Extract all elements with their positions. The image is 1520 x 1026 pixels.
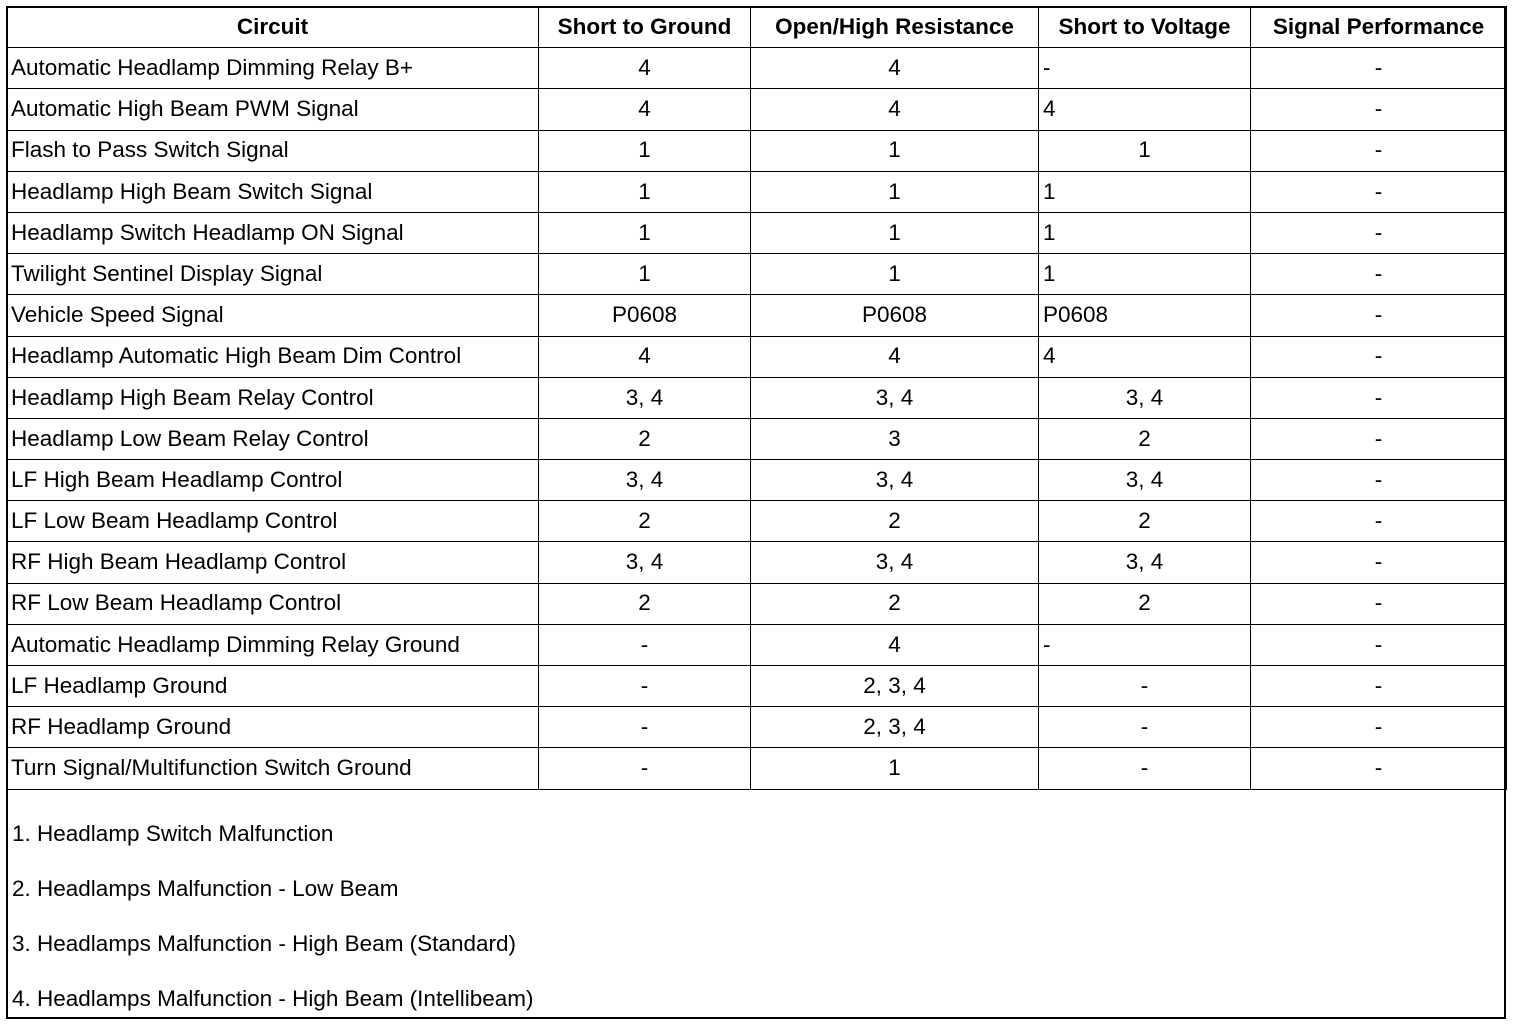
circuit-cell: Automatic Headlamp Dimming Relay B+ — [7, 48, 539, 89]
short-to-ground-cell: - — [539, 707, 751, 748]
short-to-voltage-cell: - — [1039, 624, 1251, 665]
open-high-resistance-cell: 3, 4 — [751, 377, 1039, 418]
footnote-2: 2. Headlamps Malfunction - Low Beam — [12, 876, 399, 901]
circuit-cell: LF Low Beam Headlamp Control — [7, 501, 539, 542]
short-to-ground-cell: 1 — [539, 212, 751, 253]
short-to-voltage-cell: 2 — [1039, 501, 1251, 542]
signal-performance-cell: - — [1251, 460, 1507, 501]
short-to-voltage-cell: 4 — [1039, 89, 1251, 130]
circuit-cell: Headlamp Switch Headlamp ON Signal — [7, 212, 539, 253]
signal-performance-cell: - — [1251, 624, 1507, 665]
signal-performance-cell: - — [1251, 130, 1507, 171]
short-to-ground-cell: 4 — [539, 48, 751, 89]
open-high-resistance-cell: 1 — [751, 212, 1039, 253]
circuit-cell: LF Headlamp Ground — [7, 666, 539, 707]
open-high-resistance-cell: 4 — [751, 48, 1039, 89]
circuit-cell: Automatic High Beam PWM Signal — [7, 89, 539, 130]
footnote-1: 1. Headlamp Switch Malfunction — [12, 821, 334, 846]
open-high-resistance-cell: 2 — [751, 501, 1039, 542]
short-to-ground-cell: 3, 4 — [539, 377, 751, 418]
short-to-ground-cell: - — [539, 748, 751, 789]
signal-performance-cell: - — [1251, 336, 1507, 377]
signal-performance-cell: - — [1251, 254, 1507, 295]
short-to-voltage-cell: P0608 — [1039, 295, 1251, 336]
footnote-4: 4. Headlamps Malfunction - High Beam (Intellibeam) — [12, 986, 534, 1011]
short-to-ground-cell: - — [539, 624, 751, 665]
signal-performance-cell: - — [1251, 48, 1507, 89]
short-to-voltage-cell: 3, 4 — [1039, 542, 1251, 583]
signal-performance-cell: - — [1251, 748, 1507, 789]
short-to-voltage-cell: - — [1039, 48, 1251, 89]
header-signal-performance: Signal Performance — [1251, 7, 1507, 48]
signal-performance-cell: - — [1251, 666, 1507, 707]
header-circuit: Circuit — [7, 7, 539, 48]
short-to-ground-cell: 2 — [539, 583, 751, 624]
short-to-ground-cell: 4 — [539, 89, 751, 130]
circuit-cell: Turn Signal/Multifunction Switch Ground — [7, 748, 539, 789]
open-high-resistance-cell: 1 — [751, 254, 1039, 295]
header-short-to-voltage: Short to Voltage — [1039, 7, 1251, 48]
short-to-ground-cell: 1 — [539, 254, 751, 295]
short-to-voltage-cell: 4 — [1039, 336, 1251, 377]
circuit-cell: Headlamp High Beam Switch Signal — [7, 171, 539, 212]
open-high-resistance-cell: 2, 3, 4 — [751, 666, 1039, 707]
signal-performance-cell: - — [1251, 89, 1507, 130]
signal-performance-cell: - — [1251, 501, 1507, 542]
circuit-cell: Vehicle Speed Signal — [7, 295, 539, 336]
signal-performance-cell: - — [1251, 377, 1507, 418]
open-high-resistance-cell: 2 — [751, 583, 1039, 624]
short-to-voltage-cell: - — [1039, 707, 1251, 748]
signal-performance-cell: - — [1251, 171, 1507, 212]
short-to-voltage-cell: 1 — [1039, 130, 1251, 171]
circuit-cell: Headlamp Low Beam Relay Control — [7, 418, 539, 459]
short-to-ground-cell: 4 — [539, 336, 751, 377]
signal-performance-cell: - — [1251, 707, 1507, 748]
open-high-resistance-cell: P0608 — [751, 295, 1039, 336]
short-to-ground-cell: 3, 4 — [539, 542, 751, 583]
signal-performance-cell: - — [1251, 418, 1507, 459]
short-to-voltage-cell: - — [1039, 748, 1251, 789]
open-high-resistance-cell: 1 — [751, 171, 1039, 212]
circuit-cell: RF High Beam Headlamp Control — [7, 542, 539, 583]
footnote-3: 3. Headlamps Malfunction - High Beam (Standard) — [12, 931, 516, 956]
short-to-voltage-cell: 1 — [1039, 171, 1251, 212]
open-high-resistance-cell: 1 — [751, 748, 1039, 789]
short-to-ground-cell: 3, 4 — [539, 460, 751, 501]
header-open-high-resistance: Open/High Resistance — [751, 7, 1039, 48]
short-to-voltage-cell: - — [1039, 666, 1251, 707]
circuit-cell: Headlamp Automatic High Beam Dim Control — [7, 336, 539, 377]
open-high-resistance-cell: 3, 4 — [751, 460, 1039, 501]
signal-performance-cell: - — [1251, 295, 1507, 336]
open-high-resistance-cell: 4 — [751, 624, 1039, 665]
header-short-to-ground: Short to Ground — [539, 7, 751, 48]
circuit-cell: RF Headlamp Ground — [7, 707, 539, 748]
circuit-cell: Flash to Pass Switch Signal — [7, 130, 539, 171]
short-to-voltage-cell: 2 — [1039, 583, 1251, 624]
circuit-cell: Headlamp High Beam Relay Control — [7, 377, 539, 418]
short-to-ground-cell: - — [539, 666, 751, 707]
short-to-voltage-cell: 3, 4 — [1039, 460, 1251, 501]
short-to-ground-cell: 1 — [539, 130, 751, 171]
circuit-cell: Automatic Headlamp Dimming Relay Ground — [7, 624, 539, 665]
short-to-ground-cell: 1 — [539, 171, 751, 212]
signal-performance-cell: - — [1251, 583, 1507, 624]
short-to-ground-cell: 2 — [539, 501, 751, 542]
circuit-cell: RF Low Beam Headlamp Control — [7, 583, 539, 624]
signal-performance-cell: - — [1251, 542, 1507, 583]
circuit-cell: LF High Beam Headlamp Control — [7, 460, 539, 501]
open-high-resistance-cell: 1 — [751, 130, 1039, 171]
open-high-resistance-cell: 2, 3, 4 — [751, 707, 1039, 748]
short-to-voltage-cell: 3, 4 — [1039, 377, 1251, 418]
signal-performance-cell: - — [1251, 212, 1507, 253]
short-to-voltage-cell: 1 — [1039, 254, 1251, 295]
outer-border — [6, 6, 1506, 1019]
short-to-voltage-cell: 1 — [1039, 212, 1251, 253]
short-to-ground-cell: P0608 — [539, 295, 751, 336]
short-to-voltage-cell: 2 — [1039, 418, 1251, 459]
open-high-resistance-cell: 4 — [751, 336, 1039, 377]
open-high-resistance-cell: 4 — [751, 89, 1039, 130]
circuit-cell: Twilight Sentinel Display Signal — [7, 254, 539, 295]
short-to-ground-cell: 2 — [539, 418, 751, 459]
open-high-resistance-cell: 3 — [751, 418, 1039, 459]
open-high-resistance-cell: 3, 4 — [751, 542, 1039, 583]
